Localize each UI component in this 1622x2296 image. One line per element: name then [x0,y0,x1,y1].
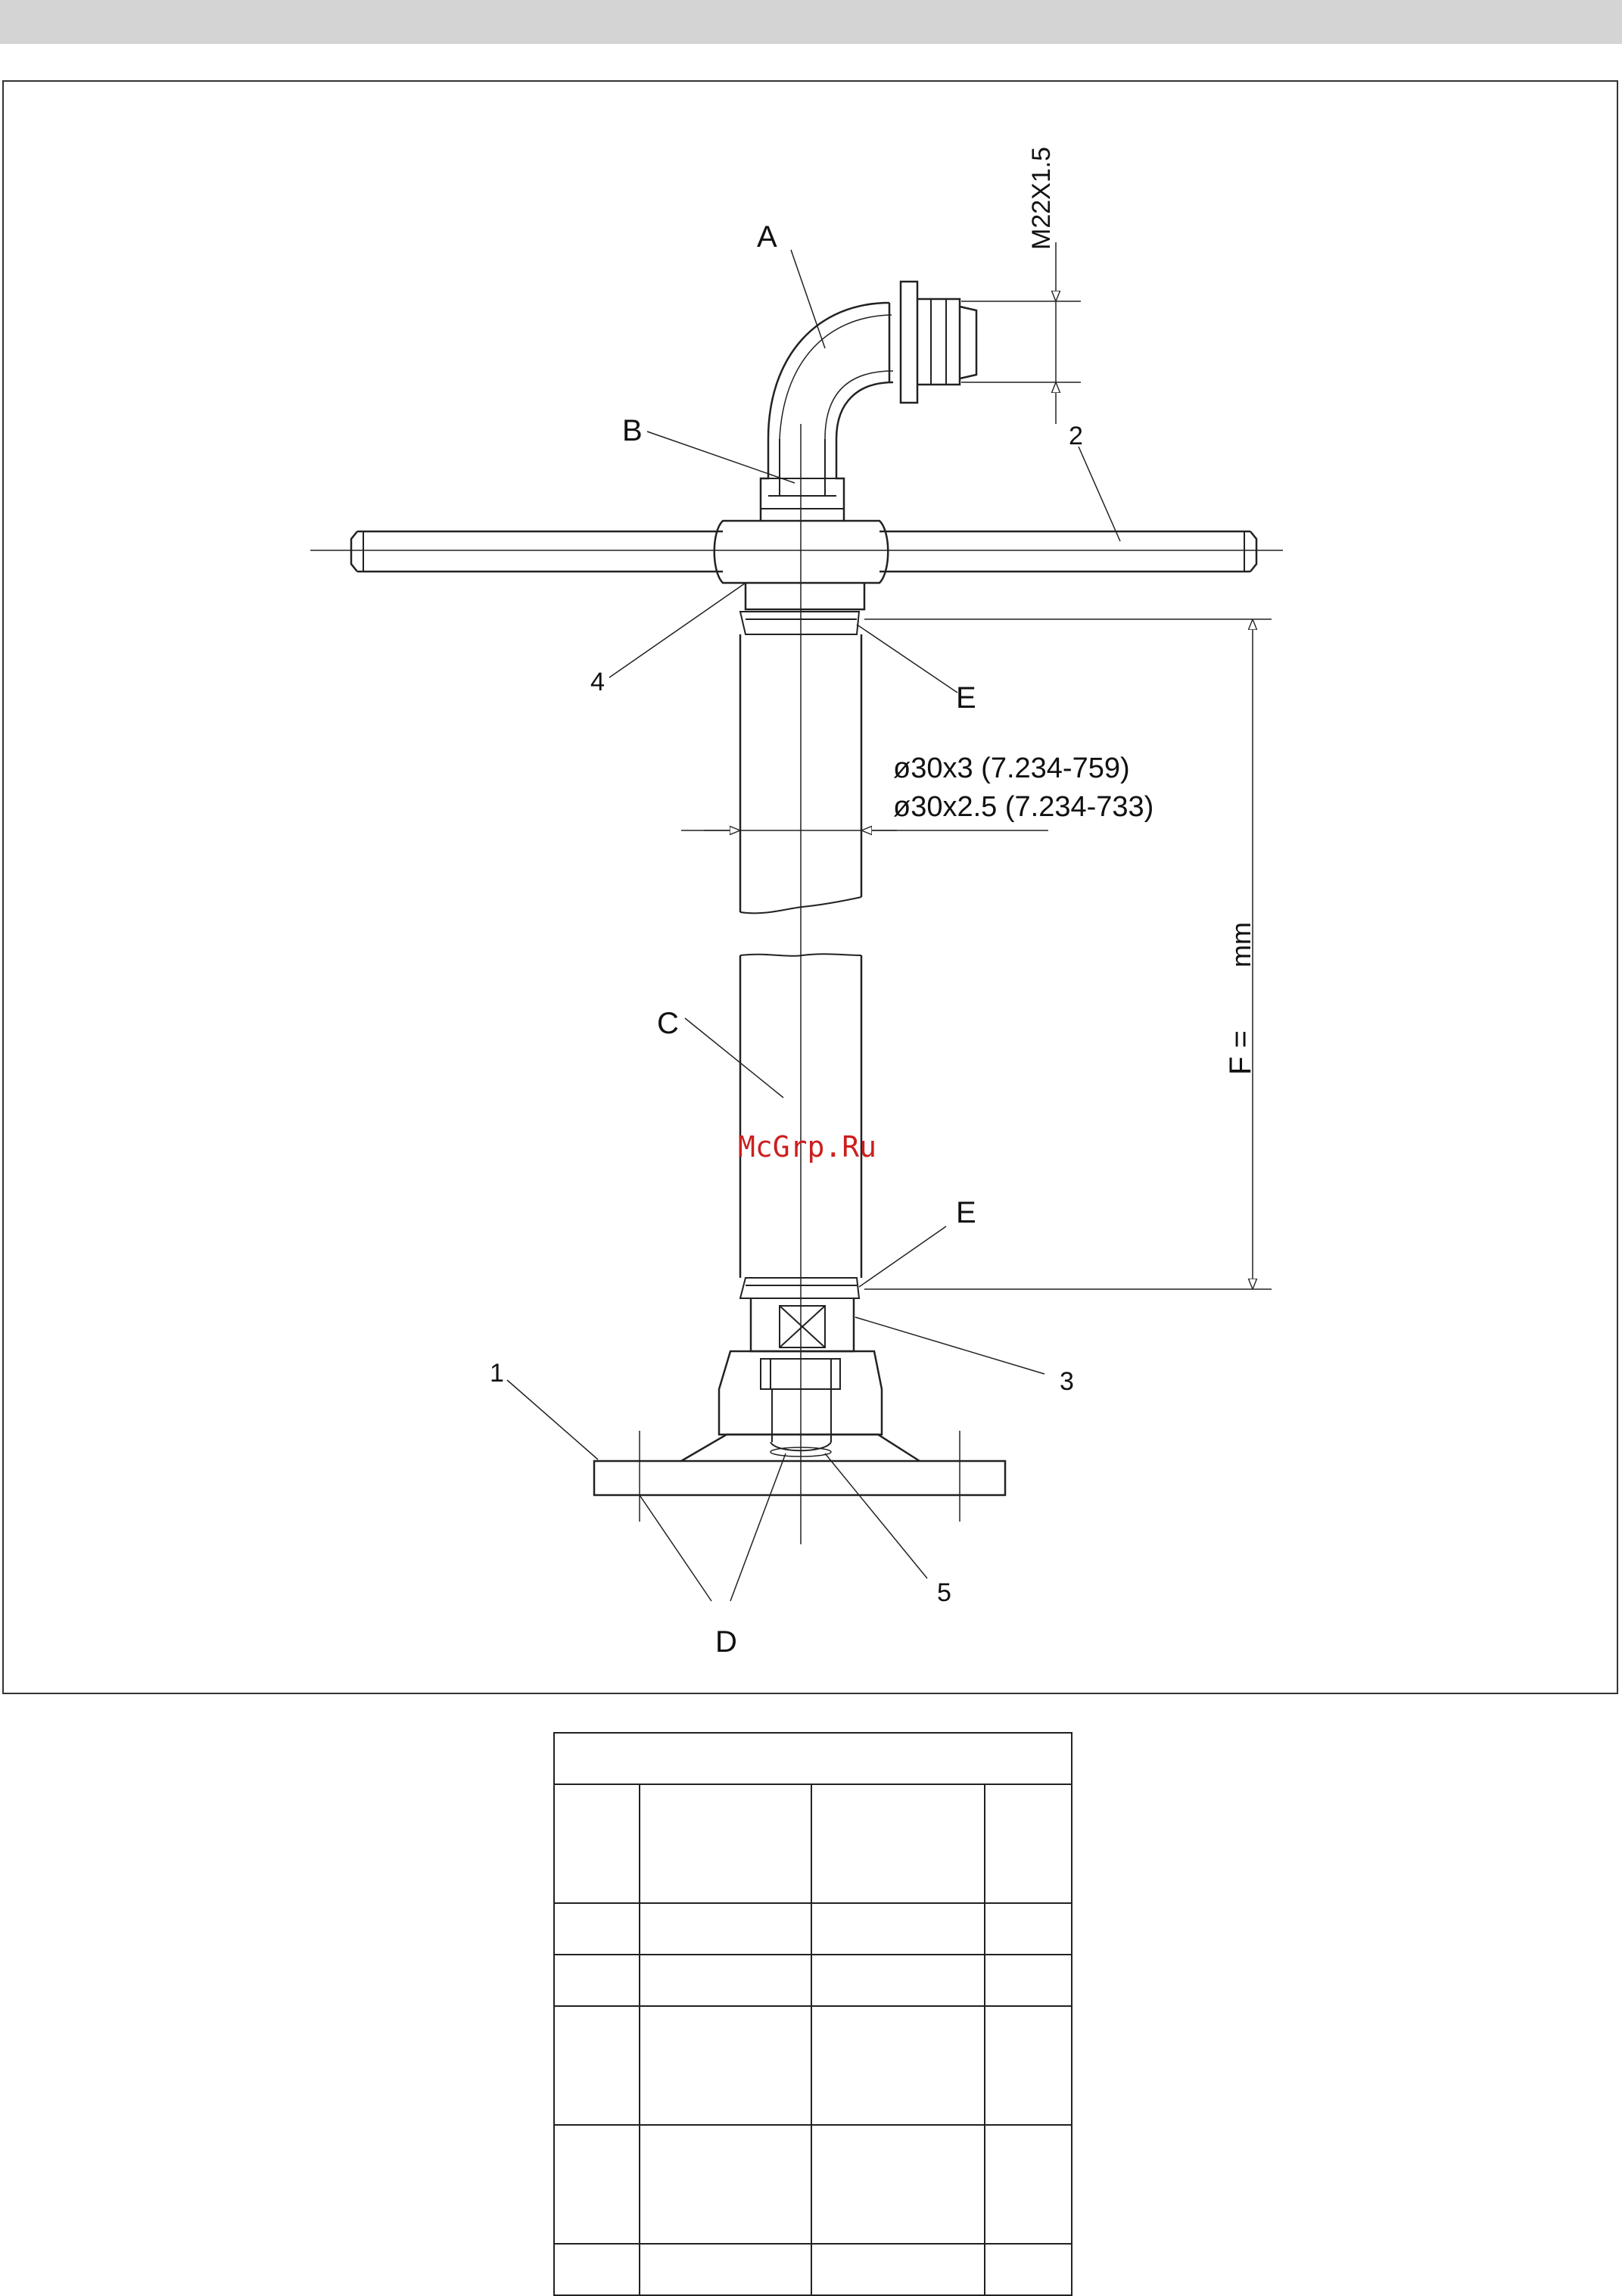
f-dimension [864,619,1272,1289]
label-b: B [622,414,643,447]
table-row [554,1903,1072,1955]
table-title [554,1733,1072,1784]
horizontal-bar [310,531,1283,572]
nut-b [761,439,844,521]
label-c: C [657,1007,679,1040]
label-part-5: 5 [937,1578,951,1607]
thread-spec: M22X1.5 [1027,146,1056,250]
watermark: McGrp.Ru [738,1130,877,1164]
label-a: A [757,220,777,254]
leader-lines [507,250,1120,1601]
label-part-4: 4 [590,668,605,696]
label-e-top: E [956,681,976,715]
dimension-f-label: F = [1224,1030,1257,1075]
base-flange-part-1 [594,1431,1005,1522]
pipe-spec-2: ø30x2.5 (7.234-733) [893,791,1154,823]
label-part-1: 1 [490,1359,504,1388]
table-row [554,2244,1072,2295]
parts-table [553,1732,1073,2296]
table-row [554,1955,1072,2006]
dimension-unit: mm [1225,922,1256,967]
pipe-c [681,634,1048,1278]
table-row [554,2125,1072,2244]
pipe-spec-1: ø30x3 (7.234-759) [893,752,1130,784]
label-part-2: 2 [1069,422,1083,450]
table-row [554,2006,1072,2125]
label-e-bottom: E [956,1196,976,1229]
elbow-a [768,242,1081,439]
label-part-3: 3 [1060,1367,1074,1396]
label-d: D [715,1625,737,1659]
table-header-row [554,1784,1072,1903]
